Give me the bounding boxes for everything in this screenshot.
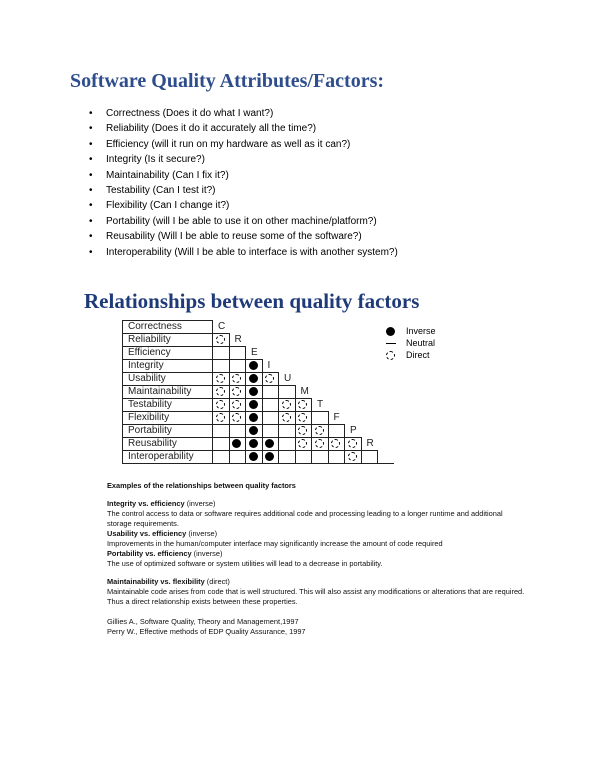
matrix-col-line [328, 411, 329, 463]
direct-mark [298, 400, 307, 409]
inverse-mark [249, 374, 258, 383]
factor-letter: C [218, 321, 226, 332]
direct-mark [298, 413, 307, 422]
direct-mark [315, 439, 324, 448]
reference-item: Perry W., Effective methods of EDP Quality Assurance, 1997 [107, 627, 306, 636]
matrix-col-line [361, 437, 362, 463]
inverse-mark [249, 439, 258, 448]
matrix-row-line [122, 450, 377, 451]
matrix-row-line [122, 385, 295, 386]
example-portability-efficiency: Portability vs. efficiency (inverse) The use of optimized software or system utilities will lead to a decrease in portability. [107, 549, 383, 568]
matrix-col-line [377, 450, 378, 463]
reference-item: Gillies A., Software Quality, Theory and Management,1997 [107, 617, 299, 626]
matrix-col-line [295, 385, 296, 463]
matrix-row-line [122, 346, 245, 347]
direct-mark [232, 387, 241, 396]
list-item: • Portability (will I be able to use it on other machine/platform?) [89, 214, 398, 229]
factor-letter: M [300, 386, 309, 397]
inverse-mark [249, 452, 258, 461]
list-item: • Reusability (Will I be able to reuse some of the software?) [89, 229, 398, 244]
factor-label: Integrity [128, 360, 164, 371]
direct-mark [216, 413, 225, 422]
matrix-row-line [122, 437, 361, 438]
matrix-col-line [262, 359, 263, 463]
factor-label: Portability [128, 425, 172, 436]
factor-label: Flexibility [128, 412, 170, 423]
inverse-mark [249, 361, 258, 370]
direct-mark [348, 452, 357, 461]
list-item: • Correctness (Does it do what I want?) [89, 106, 398, 121]
inverse-mark [265, 452, 274, 461]
direct-mark [265, 374, 274, 383]
example-maintainability-flexibility: Maintainability vs. flexibility (direct) Maintainable code arises from code that is well structured. This will also assist any modifications or alterations that are required. Thus a direct relationship exists between these properties. [107, 577, 525, 606]
matrix-col-line [344, 424, 345, 463]
direct-mark [216, 374, 225, 383]
inverse-mark [249, 400, 258, 409]
list-item: • Flexibility (Can I change it?) [89, 198, 398, 213]
inverse-mark [249, 387, 258, 396]
matrix-col-line [122, 320, 123, 463]
matrix-col-line [229, 333, 230, 463]
legend-label: Neutral [406, 338, 436, 348]
direct-mark [216, 335, 225, 344]
factor-letter: R [234, 334, 242, 345]
direct-mark [348, 439, 357, 448]
factor-letter: F [333, 412, 340, 423]
factor-letter: E [251, 347, 258, 358]
factor-letter: U [284, 373, 292, 384]
direct-mark [282, 400, 291, 409]
factor-label: Maintainability [128, 386, 192, 397]
factor-letter: P [350, 425, 357, 436]
factor-label: Reusability [128, 438, 177, 449]
matrix-col-line [278, 372, 279, 463]
inverse-mark [249, 426, 258, 435]
matrix-col-line [311, 398, 312, 463]
direct-mark [232, 413, 241, 422]
list-item: • Maintainability (Can I fix it?) [89, 168, 398, 183]
example-integrity-efficiency: Integrity vs. efficiency (inverse) The control access to data or software requires additional code and processing leading to a longer runtime and additional storage requirements. [107, 499, 503, 528]
factor-letter: T [317, 399, 324, 410]
references [107, 617, 527, 637]
factor-label: Correctness [128, 321, 182, 332]
direct-mark [216, 400, 225, 409]
factor-letter: I [267, 360, 271, 371]
matrix-row-line [122, 463, 394, 464]
factor-label: Reliability [128, 334, 171, 345]
direct-mark [331, 439, 340, 448]
direct-mark [232, 400, 241, 409]
factor-label: Usability [128, 373, 166, 384]
attribute-list [89, 106, 398, 260]
page-heading-attributes: Software Quality Attributes/Factors: [70, 70, 385, 92]
factor-label: Testability [128, 399, 172, 410]
section-heading-relationships: Relationships between quality factors [84, 289, 420, 313]
direct-legend-symbol [386, 351, 395, 360]
list-item: • Efficiency (will it run on my hardware as well as it can?) [89, 137, 398, 152]
list-item: • Interoperability (Will I be able to interface is with another system?) [89, 245, 398, 260]
matrix-row-line [122, 398, 311, 399]
direct-mark [232, 374, 241, 383]
matrix-row-line [122, 359, 262, 360]
matrix-row-line [122, 372, 278, 373]
neutral-legend-symbol [386, 343, 396, 344]
example-usability-efficiency: Usability vs. efficiency (inverse) Improvements in the human/computer interface may significantly increase the amount of code required [107, 529, 443, 548]
factor-letter: R [366, 438, 374, 449]
matrix-row-line [122, 411, 328, 412]
list-item: • Reliability (Does it do it accurately all the time?) [89, 121, 398, 136]
legend-label: Inverse [406, 326, 436, 336]
legend-label: Direct [406, 350, 430, 360]
matrix-col-line [245, 346, 246, 463]
examples-title: Examples of the relationships between quality factors [107, 481, 296, 490]
direct-mark [216, 387, 225, 396]
factor-label: Efficiency [128, 347, 171, 358]
direct-mark [315, 426, 324, 435]
matrix-row-line [122, 320, 212, 321]
inverse-mark [265, 439, 274, 448]
matrix-col-line [212, 320, 213, 463]
list-item: • Testability (Can I test it?) [89, 183, 398, 198]
factor-label: Interoperability [128, 451, 194, 462]
direct-mark [282, 413, 291, 422]
list-item: • Integrity (Is it secure?) [89, 152, 398, 167]
inverse-mark [249, 413, 258, 422]
direct-mark [298, 426, 307, 435]
inverse-legend-symbol [386, 327, 395, 336]
direct-mark [298, 439, 307, 448]
inverse-mark [232, 439, 241, 448]
